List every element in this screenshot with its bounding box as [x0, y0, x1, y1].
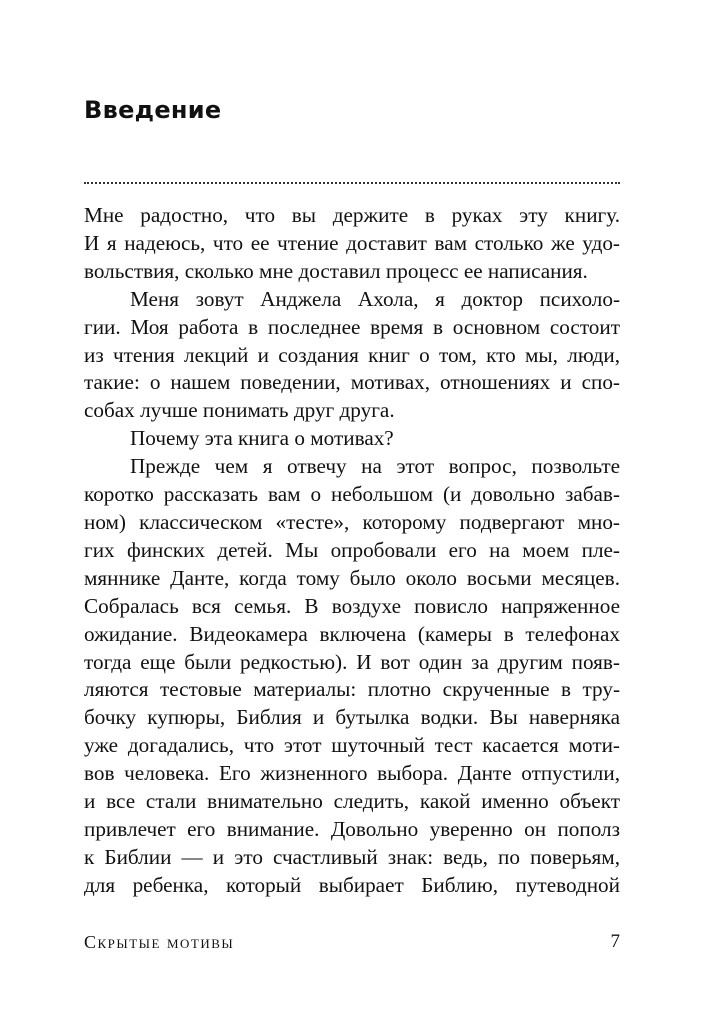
text-line: Прежде чем я отвечу на этот вопрос, позвольте: [130, 454, 620, 479]
text-line: Меня зовут Анджела Ахола, я доктор психоло-: [130, 286, 620, 311]
page-number: 7: [610, 931, 620, 952]
text-line: ном) классическом «тесте», которому подвергают мно-: [84, 509, 620, 534]
text-line: к Библии — и это счастливый знак: ведь, по поверьям,: [84, 844, 620, 869]
text-line: бочку купюры, Библия и бутылка водки. Вы наверняка: [84, 705, 620, 730]
text-line: вов человека. Его жизненного выбора. Данте отпустили,: [84, 761, 620, 786]
text-line: ляются тестовые материалы: плотно скрученные в тру-: [84, 677, 620, 702]
text-line: и все стали внимательно следить, какой именно объект: [84, 789, 620, 814]
text-line: уже догадались, что этот шуточный тест касается моти-: [84, 733, 620, 758]
chapter-heading: Введение: [84, 96, 222, 124]
text-line: Мне радостно, что вы держите в руках эту книгу.: [84, 203, 620, 227]
text-line: Собралась вся семья. В воздухе повисло напряженное: [84, 593, 620, 618]
text-line: ожидание. Видеокамера включена (камеры в телефонах: [84, 621, 620, 646]
text-line: гии. Моя работа в последнее время в основном состоит: [84, 314, 620, 339]
running-footer-title: Скрытые мотивы: [84, 932, 235, 952]
text-line: такие: о нашем поведении, мотивах, отношениях и спо-: [84, 370, 620, 395]
text-line: тогда еще были редкостью). И вот один за другим появ-: [84, 649, 620, 674]
text-line: привлечет его внимание. Довольно уверенно он пополз: [84, 816, 620, 841]
text-line: собах лучше понимать друг друга.: [84, 398, 395, 423]
text-line: для ребенка, который выбирает Библию, путеводной: [84, 872, 620, 897]
text-line: гих финских детей. Мы опробовали его на моем пле-: [84, 537, 620, 562]
dotted-divider: [84, 182, 620, 184]
body-text: [84, 202, 620, 900]
text-line: коротко рассказать вам о небольшом (и довольно забав-: [84, 482, 620, 507]
text-line: мяннике Данте, когда тому было около восьми месяцев.: [84, 565, 620, 590]
text-line: из чтения лекций и создания книг о том, кто мы, люди,: [84, 342, 620, 367]
text-line: Почему эта книга о мотивах?: [130, 426, 394, 451]
text-line: вольствия, сколько мне доставил процесс ее написания.: [84, 258, 588, 283]
text-line: И я надеюсь, что ее чтение доставит вам столько же удо-: [84, 230, 620, 255]
